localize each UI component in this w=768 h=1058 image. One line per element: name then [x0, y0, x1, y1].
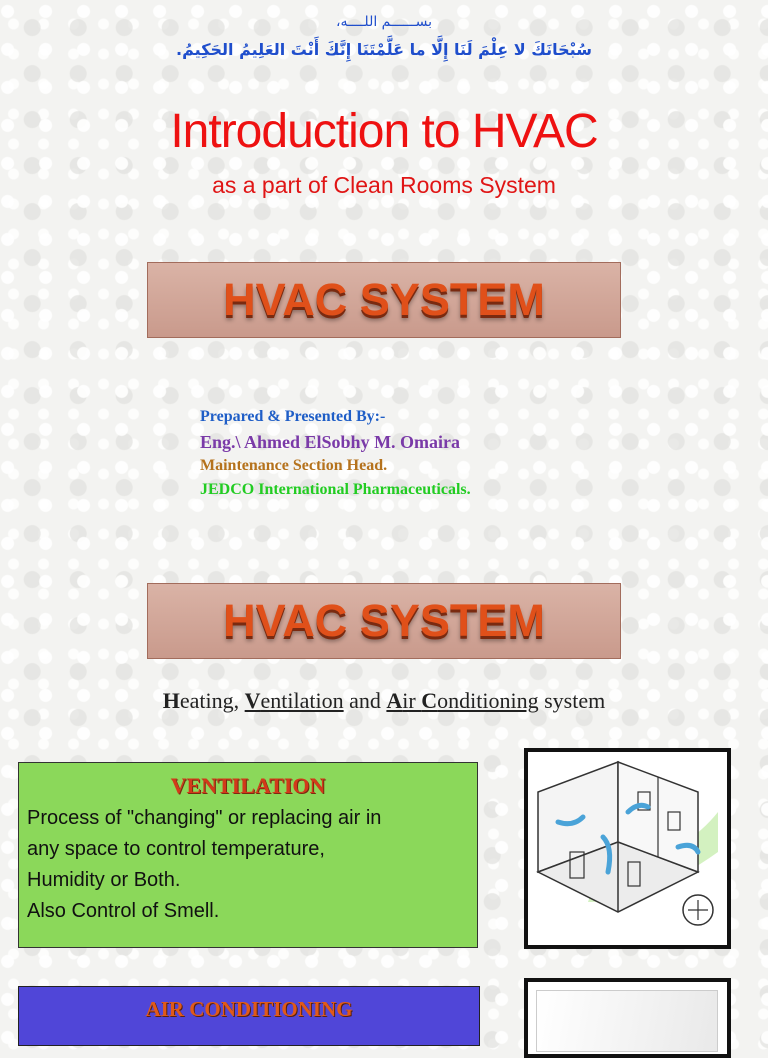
house-ventilation-icon	[528, 752, 727, 945]
prepared-by-label: Prepared & Presented By:-	[200, 408, 386, 425]
hvac-definition	[0, 688, 768, 714]
ventilation-description	[27, 803, 469, 927]
definition-a-rest: ir	[402, 688, 422, 713]
page-title: Introduction to HVAC	[170, 105, 598, 158]
ventilation-line: any space to control temperature,	[27, 838, 325, 860]
author-position: Maintenance Section Head.	[200, 457, 388, 474]
definition-and: and	[343, 688, 387, 713]
bismillah-text: بســــــم اللــــه،	[336, 14, 432, 30]
definition-c-rest: onditioning	[437, 688, 539, 713]
definition-c-initial: C	[421, 688, 438, 713]
ventilation-line: Process of "changing" or replacing air in	[27, 807, 382, 829]
ventilation-line: Humidity or Both.	[27, 869, 181, 891]
ventilation-line: Also Control of Smell.	[27, 900, 220, 922]
paper-icon	[536, 990, 718, 1052]
air-conditioning-heading: AIR CONDITIONING	[145, 997, 353, 1021]
hvac-system-banner-bottom	[147, 583, 621, 659]
ventilation-heading: VENTILATION	[170, 773, 326, 798]
author-name: Eng.\ Ahmed ElSobhy M. Omaira	[200, 432, 461, 452]
definition-h-initial: H	[162, 688, 180, 713]
definition-system: system	[538, 688, 606, 713]
house-ventilation-illustration	[524, 748, 731, 949]
banner-title: HVAC SYSTEM	[223, 595, 545, 646]
author-company: JEDCO International Pharmaceuticals.	[200, 481, 471, 498]
definition-v-initial: V	[244, 688, 261, 713]
air-conditioning-box	[18, 986, 480, 1046]
banner-title: HVAC SYSTEM	[223, 274, 545, 325]
definition-v-rest: entilation	[260, 688, 344, 713]
definition-a-initial: A	[386, 688, 403, 713]
ventilation-box	[18, 762, 478, 948]
definition-h-rest: eating,	[179, 688, 245, 713]
document-page-illustration	[524, 978, 731, 1058]
hvac-system-banner-top	[147, 262, 621, 338]
page-subtitle: as a part of Clean Rooms System	[212, 172, 556, 198]
quran-verse-text: سُبْحَانَكَ لا عِلْمَ لَنَا إِلَّا ما عَلَّمْتَنَا إِنَّكَ أَنْتَ العَلِيمُ الحَكِيمُ.	[176, 40, 592, 59]
